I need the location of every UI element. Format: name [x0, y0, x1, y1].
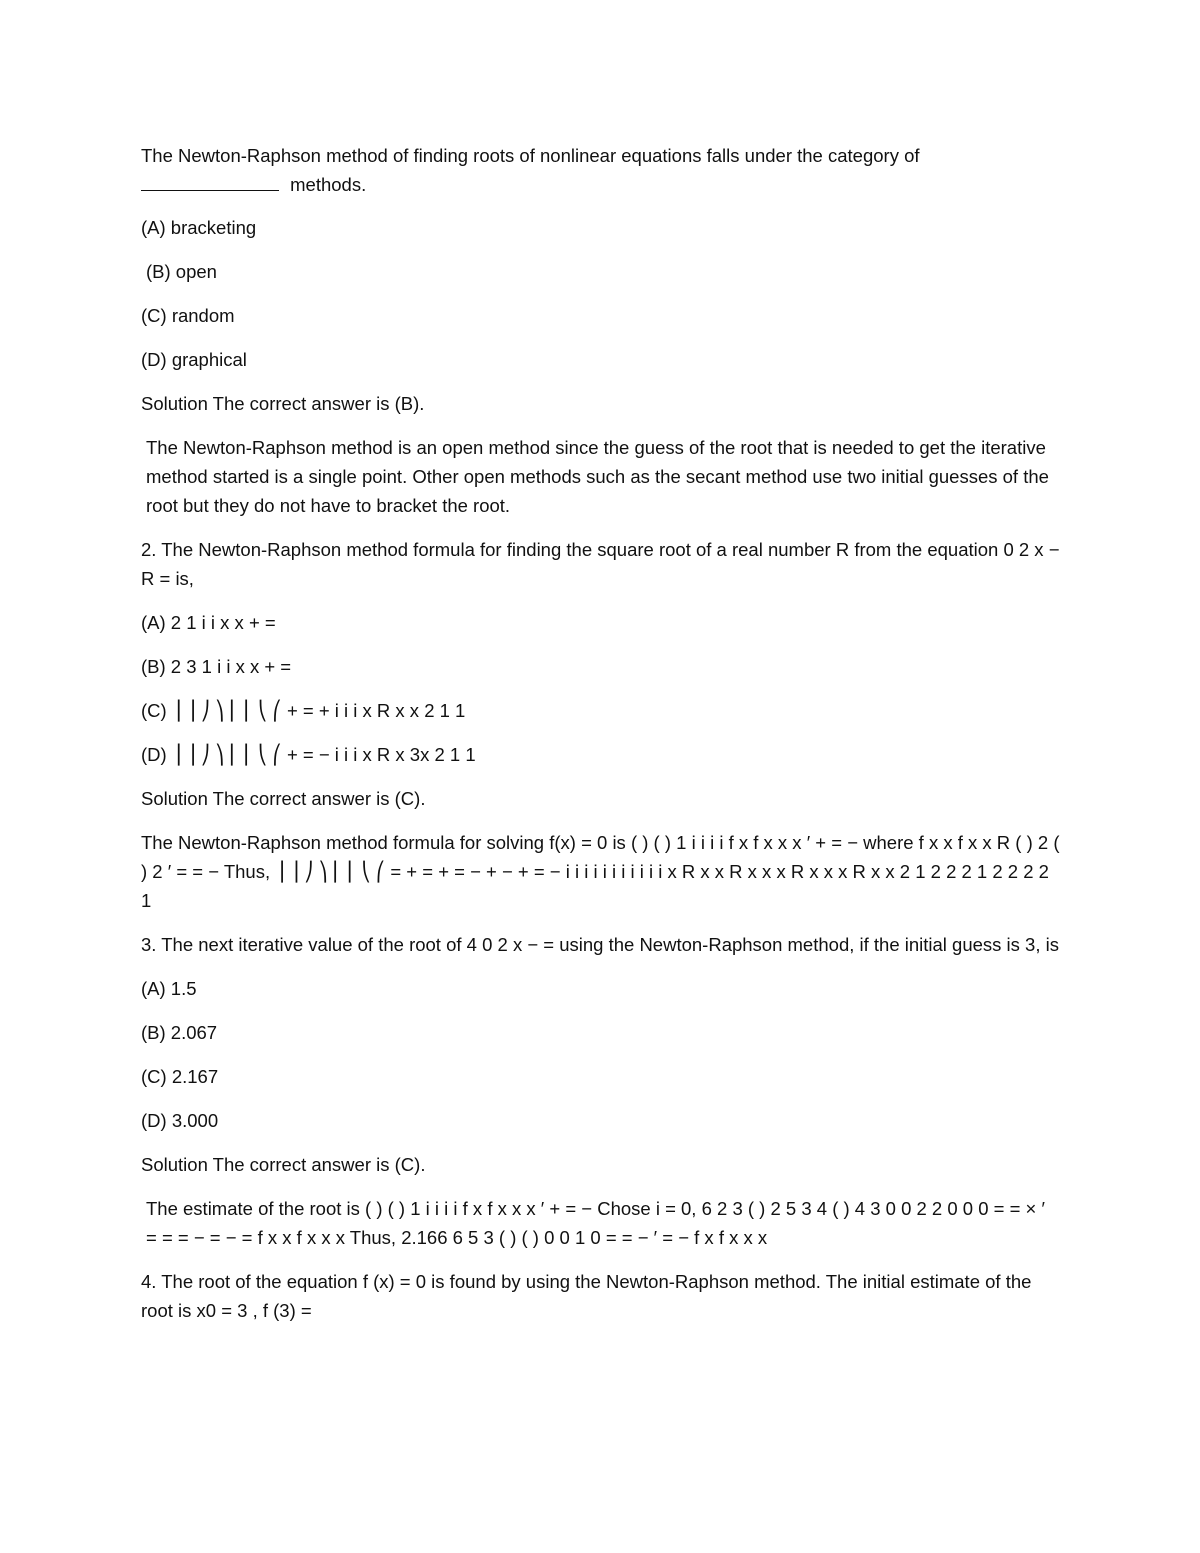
q1-option-a: (A) bracketing — [141, 217, 257, 238]
q3-option-c: (C) 2.167 — [141, 1066, 219, 1087]
q2-option-d: (D) ⎟ ⎟ ⎠ ⎞ ⎜ ⎜ ⎝ ⎛ + = − i i i x R x 3x 2 1 1 — [141, 744, 476, 765]
q1-stem-end: methods. — [285, 174, 367, 195]
q1-option-b: (B) open — [146, 261, 217, 282]
q2-option-a: (A) 2 1 i i x x + = — [141, 612, 276, 633]
fill-in-blank — [141, 172, 279, 191]
q3-stem: 3. The next iterative value of the root of 4 0 2 x − = using the Newton-Raphson method, if the initial guess is 3, is — [141, 934, 1059, 955]
q3-option-b: (B) 2.067 — [141, 1022, 218, 1043]
q2-stem: 2. The Newton-Raphson method formula for finding the square root of a real number R from the equation 0 2 x − R = is, — [141, 539, 1065, 589]
q3-explanation: The estimate of the root is ( ) ( ) 1 i i i i f x f x x x ′ + = − Chose i = 0, 6 2 3 ( ) 2 5 3 4 ( ) 4 3 0 0 2 2 0 0 0 = = × ′ = = = − = − = f x x f x x x Thus, 2.166 6 5 3 ( ) ( ) 0 0 1 0 = = − ′ = − f x f x x x — [146, 1198, 1051, 1248]
q1-explanation: The Newton-Raphson method is an open method since the guess of the root that is needed to get the iterative method started is a single point. Other open methods such as the secant method use two initial guesses of the root but they do not have to bracket the root. — [146, 437, 1055, 516]
q1-stem-text: The Newton-Raphson method of finding roots of nonlinear equations falls under the category of — [141, 145, 920, 166]
q1-option-c: (C) random — [141, 305, 235, 326]
q1-stem — [141, 141, 1060, 199]
q2-explanation: The Newton-Raphson method formula for solving f(x) = 0 is ( ) ( ) 1 i i i i f x f x x x ′ + = − where f x x f x x R ( ) 2 ( ) 2 ′ = = − Thus, ⎟ ⎟ ⎠ ⎞ ⎜ ⎜ ⎝ ⎛ = + = + = − + − + = − i i i i i i i i i i i x R x x R x x x R x x x R x x 2 1 2 2 2 1 2 2 2 2 1 — [141, 832, 1065, 911]
q1-option-d: (D) graphical — [141, 349, 247, 370]
q2-option-c: (C) ⎟ ⎟ ⎠ ⎞ ⎜ ⎜ ⎝ ⎛ + = + i i i x R x x 2 1 1 — [141, 700, 466, 721]
q2-solution: Solution The correct answer is (C). — [141, 788, 426, 809]
q3-option-d: (D) 3.000 — [141, 1110, 219, 1131]
q2-option-b: (B) 2 3 1 i i x x + = — [141, 656, 292, 677]
q3-solution: Solution The correct answer is (C). — [141, 1154, 426, 1175]
q3-option-a: (A) 1.5 — [141, 978, 197, 999]
q1-solution: Solution The correct answer is (B). — [141, 393, 425, 414]
q4-stem: 4. The root of the equation f (x) = 0 is found by using the Newton-Raphson method. The initial estimate of the root is x0 = 3 , f (3) = — [141, 1271, 1037, 1321]
